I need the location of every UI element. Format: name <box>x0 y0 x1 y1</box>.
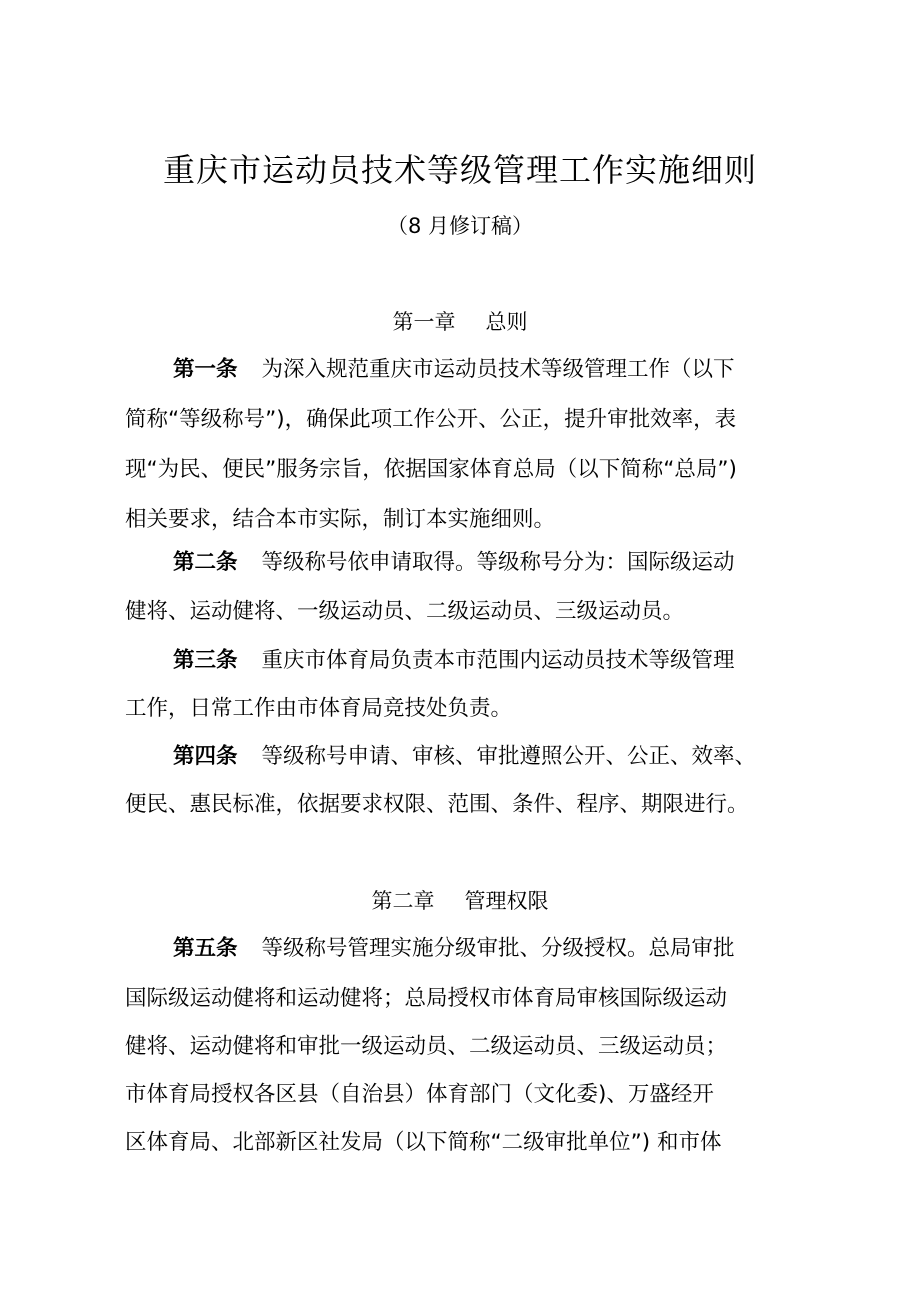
article-line: 国际级运动健将和运动健将；总局授权市体育局审核国际级运动 <box>125 986 728 1011</box>
document-title: 重庆市运动员技术等级管理工作实施细则 <box>162 151 757 189</box>
chapter-heading <box>0 307 920 337</box>
article-label: 第二条 <box>173 550 238 575</box>
article-label: 第四条 <box>173 744 238 769</box>
article-line: 相关要求，结合本市实际，制订本实施细则。 <box>125 507 556 532</box>
article-line: 简称“等级称号”)，确保此项工作公开、公正，提升审批效率，表 <box>125 407 737 432</box>
article-text: 等级称号管理实施分级审批、分级授权。总局审批 <box>261 936 735 961</box>
article-line <box>173 646 817 676</box>
document-subtitle: （8 月修订稿） <box>386 214 534 238</box>
article-line: 便民、惠民标准，依据要求权限、范围、条件、程序、期限进行。 <box>125 792 749 817</box>
chapter-name: 管理权限 <box>464 889 549 913</box>
article-line: 现“为民、便民”服务宗旨，依据国家体育总局（以下简称“总局”) <box>125 457 737 482</box>
article-text: 等级称号申请、审核、审批遵照公开、公正、效率、 <box>261 744 757 769</box>
chapter-number: 第二章 <box>371 889 435 913</box>
article-line: 健将、运动健将和审批一级运动员、二级运动员、三级运动员； <box>125 1034 728 1059</box>
article-label: 第五条 <box>173 936 238 961</box>
article-line <box>173 742 817 772</box>
chapter-heading <box>0 886 920 916</box>
article-label: 第一条 <box>173 357 238 382</box>
article-line: 工作，日常工作由市体育局竞技处负责。 <box>125 696 513 721</box>
article-text: 等级称号依申请取得。等级称号分为：国际级运动 <box>261 550 735 575</box>
article-line: 区体育局、北部新区社发局（以下简称“二级审批单位”) 和市体 <box>125 1130 722 1155</box>
article-text: 重庆市体育局负责本市范围内运动员技术等级管理 <box>261 648 735 673</box>
article-text: 为深入规范重庆市运动员技术等级管理工作（以下 <box>261 357 735 382</box>
chapter-name: 总则 <box>485 310 528 334</box>
article-line: 市体育局授权各区县（自治县）体育部门（文化委)、万盛经开 <box>125 1082 714 1107</box>
article-line <box>173 934 817 964</box>
article-label: 第三条 <box>173 648 238 673</box>
article-line: 健将、运动健将、一级运动员、二级运动员、三级运动员。 <box>125 599 685 624</box>
article-line <box>173 355 817 385</box>
article-line <box>173 548 817 578</box>
chapter-number: 第一章 <box>392 310 456 334</box>
